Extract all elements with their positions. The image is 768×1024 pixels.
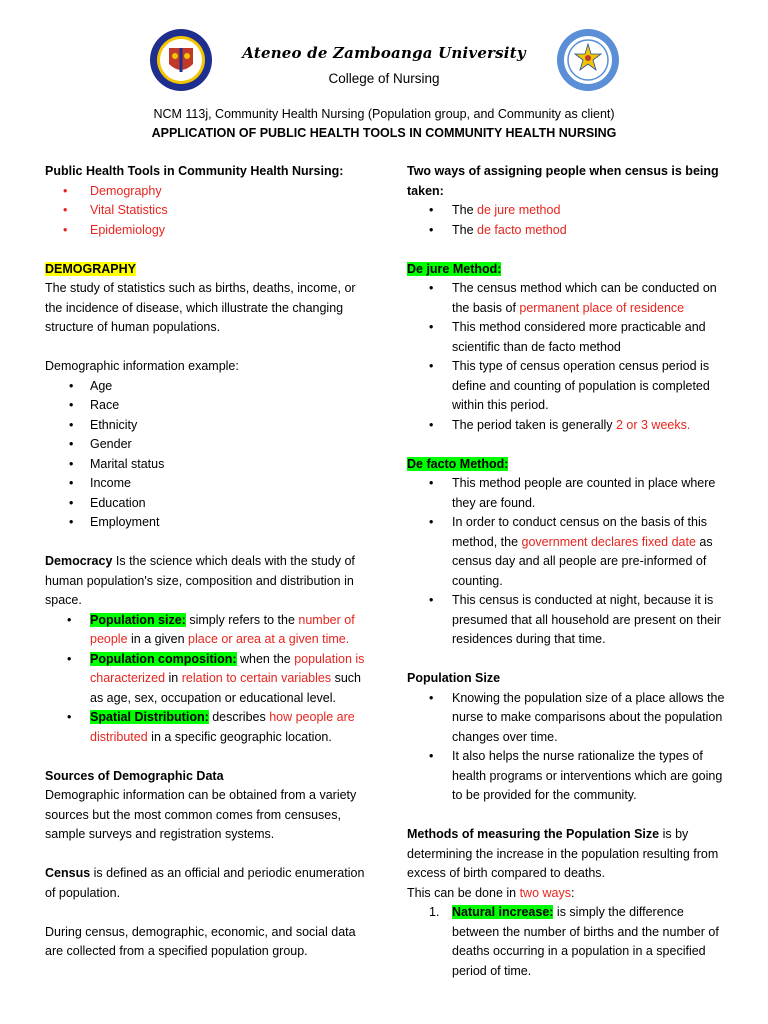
text: The bbox=[452, 203, 478, 217]
census-definition: is defined as an official and periodic enumeration of population. bbox=[45, 866, 365, 900]
emphasis: relation to certain variables bbox=[181, 671, 332, 685]
term: Spatial Distribution: bbox=[90, 710, 209, 724]
list-item: • This method people are counted in place where they are found. bbox=[407, 474, 727, 513]
text: In order to conduct census on the basis of this method, the bbox=[452, 515, 708, 549]
list-item: • Employment bbox=[45, 513, 365, 533]
college-name: College of Nursing bbox=[328, 71, 440, 86]
democracy-paragraph bbox=[45, 552, 365, 611]
text: in a specific geographic location. bbox=[147, 729, 332, 744]
measurement-methods-list bbox=[407, 903, 727, 981]
democracy-definition: Is the science which deals with the study of human population's size, composition and distribution in space. bbox=[45, 554, 355, 607]
list-item bbox=[407, 416, 727, 436]
list-item: • Education bbox=[45, 494, 365, 514]
demography-definition: The study of statistics such as births, deaths, income, or the incidence of disease, which illustrate the changing structure of human populations. bbox=[45, 281, 356, 334]
tools-heading: Public Health Tools in Community Health Nursing: bbox=[45, 164, 344, 178]
emphasis: number of people bbox=[90, 612, 355, 646]
text: This can be done in bbox=[407, 885, 520, 900]
university-name: Ateneo de Zamboanga University bbox=[242, 44, 526, 62]
list-item: • Knowing the population size of a place allows the nurse to make comparisons about the population changes over time. bbox=[407, 689, 727, 748]
de-jure-list bbox=[407, 279, 727, 435]
list-item bbox=[407, 513, 727, 591]
two-ways-heading: Two ways of assigning people when census is being taken: bbox=[407, 164, 719, 198]
two-ways-list bbox=[407, 201, 727, 240]
list-item: • Epidemiology bbox=[45, 221, 365, 241]
census-paragraph bbox=[45, 864, 365, 903]
list-item bbox=[407, 201, 727, 221]
text: in a given bbox=[127, 632, 189, 646]
list-item: • Income bbox=[45, 474, 365, 494]
text: The census method which can be conducted on the basis of bbox=[452, 281, 717, 315]
list-item: • This type of census operation census period is define and counting of population is completed within this period. bbox=[407, 357, 727, 416]
methods-term: Methods of measuring the Population Size bbox=[407, 827, 660, 841]
emphasis: government declares fixed date bbox=[521, 534, 696, 549]
sources-text: Demographic information can be obtained from a variety sources but the most common comes from censuses, sample surveys and registration systems. bbox=[45, 788, 357, 841]
demo-info-list bbox=[45, 377, 365, 533]
population-terms-list bbox=[45, 611, 365, 748]
text: describes bbox=[208, 710, 270, 724]
emphasis: two ways bbox=[519, 885, 571, 900]
emphasis: how people are distributed bbox=[90, 710, 355, 744]
emphasis: population is characterized bbox=[90, 651, 365, 685]
text: in bbox=[165, 671, 182, 685]
sources-heading: Sources of Demographic Data bbox=[45, 768, 224, 783]
list-item: • Gender bbox=[45, 435, 365, 455]
right-column bbox=[407, 162, 727, 981]
course-title: NCM 113j, Community Health Nursing (Population group, and Community as client) bbox=[153, 107, 615, 121]
text: The period taken is generally bbox=[452, 417, 616, 432]
text: as census day and all people are pre-informed of counting. bbox=[452, 534, 713, 588]
census-data-paragraph: During census, demographic, economic, and social data are collected from a specified population group. bbox=[45, 924, 356, 958]
list-item: • Vital Statistics bbox=[45, 201, 365, 221]
emphasis: place or area at a given time. bbox=[188, 632, 350, 646]
emphasis: permanent place of residence bbox=[519, 300, 685, 315]
tools-list bbox=[45, 182, 365, 241]
text: is by determining the increase in the population resulting from excess of birth compared to deaths. bbox=[407, 827, 719, 880]
text: simply refers to the bbox=[185, 612, 299, 627]
list-item: • This method considered more practicable and scientific than de facto method bbox=[407, 318, 727, 357]
emphasis: de jure method bbox=[477, 203, 561, 217]
emphasis: de facto method bbox=[477, 222, 567, 237]
list-item: • It also helps the nurse rationalize the types of health programs or interventions which are going to be provided for the community. bbox=[407, 747, 727, 806]
demo-info-heading: Demographic information example: bbox=[45, 359, 239, 373]
de-facto-heading: De facto Method: bbox=[407, 456, 509, 471]
demography-heading: DEMOGRAPHY bbox=[45, 261, 136, 276]
list-item: • This census is conducted at night, because it is presumed that all household are present on their residences during that time. bbox=[407, 591, 727, 650]
list-item bbox=[407, 221, 727, 241]
document-title: APPLICATION OF PUBLIC HEALTH TOOLS IN COMMUNITY HEALTH NURSING bbox=[151, 126, 617, 140]
list-item: • Marital status bbox=[45, 455, 365, 475]
text: when the bbox=[236, 651, 295, 666]
list-item bbox=[407, 279, 727, 318]
term: Natural increase: bbox=[452, 905, 554, 919]
emphasis: 2 or 3 weeks. bbox=[615, 417, 691, 432]
list-item: • Race bbox=[45, 396, 365, 416]
text: The bbox=[452, 222, 478, 237]
population-size-list bbox=[407, 689, 727, 806]
population-size-heading: Population Size bbox=[407, 671, 501, 685]
census-term: Census bbox=[45, 866, 91, 880]
text: : bbox=[570, 885, 575, 900]
list-item bbox=[45, 650, 365, 709]
text: such as age, sex, occupation or educational level. bbox=[90, 671, 362, 705]
list-item: • Ethnicity bbox=[45, 416, 365, 436]
list-item bbox=[45, 708, 365, 747]
de-jure-heading: De jure Method: bbox=[407, 261, 502, 276]
text: is simply the difference between the number of births and the number of deaths occurring in a population in a specified period of time. bbox=[452, 905, 719, 978]
term: Population size: bbox=[90, 612, 186, 627]
list-item: • Age bbox=[45, 377, 365, 397]
list-item bbox=[45, 611, 365, 650]
democracy-term: Democracy bbox=[45, 554, 113, 568]
term: Population composition: bbox=[90, 651, 237, 666]
methods-paragraph bbox=[407, 825, 727, 884]
list-item bbox=[407, 903, 727, 981]
list-item: • Demography bbox=[45, 182, 365, 202]
de-facto-list bbox=[407, 474, 727, 650]
left-column bbox=[45, 162, 365, 962]
two-ways-line bbox=[407, 884, 727, 904]
